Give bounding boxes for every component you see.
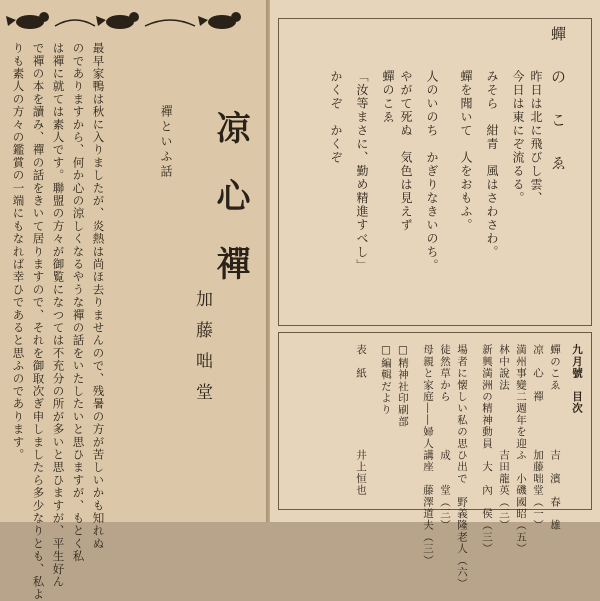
toc-entry: 母親と家庭――婦人講座 藤澤道夫（三） [422, 344, 434, 567]
poem-title: 蟬のこゑ [549, 26, 567, 198]
body-text-line: りも素人の方々の鑑賞の一端にもなれば幸ひであると思ふのであります。 [11, 42, 26, 462]
toc-entry: 徒然草から 成 堂（三） [439, 344, 451, 532]
poem-line: 蟬を聞いて 人をおもふ。 [459, 70, 473, 232]
left-page [0, 0, 268, 601]
toc-entry: 凉 心 禪 加藤咄堂（一） [532, 344, 544, 532]
poem-line: 昨日は北に飛びし雲、 [529, 70, 543, 205]
essay-title: 凉心禪 [210, 110, 250, 314]
toc-entry: 場者に懐しい私の思ひ出で 野義隆老人（六） [456, 344, 468, 590]
poem-line: みそら 紺青 風はさわさわ。 [485, 70, 499, 259]
body-text-line: のでありますから、何か心の涼しくなるやうな禪の話をいたしたいと思ひますが、もとく私 [71, 42, 86, 563]
essay-subtitle: 禪といふ話 [159, 105, 173, 180]
poem-line: 今日は東にぞ流るる。 [511, 70, 525, 205]
bird-border-decoration [0, 4, 268, 38]
toc-title: 九月號 目次 [571, 344, 583, 415]
toc-entry: □編輯だより [380, 344, 392, 416]
body-text-line: は禪に就ては素人です。聯盟の方々が御覧になつては不充分の所が多いと思ひますが、平生好ん [51, 42, 66, 589]
poem-line: 蟬のこゑ [381, 70, 395, 124]
poem-line: かくぞ かくぞ [329, 70, 343, 165]
toc-entry: 新興満洲の精神動員 大 內 侯（三） [481, 344, 493, 555]
poem-line: 「汝等まさに、勤め精進すべし」 [355, 70, 369, 273]
body-text-line: で禪の本を讀み、禪の話をきいて居りますので、それを御取次ぎ申しましたら多少なりとも、私よ [31, 42, 46, 601]
toc-entry: □精神社印刷部 [397, 344, 409, 428]
toc-entry: 満州事變二週年を迎ふ 小磯國昭（五） [515, 344, 527, 555]
toc-entry: 林中說法 吉田龍英（三） [498, 344, 510, 532]
body-text-line: 最早家鴨は秋に入りましたが、炎熱は尚ほ去りませんので、残暑の方が苦しいかも知れぬ [91, 42, 106, 550]
poem-line: やがて死ぬ 気色は見えず [399, 70, 413, 232]
toc-entry: 表 紙 井上恒也 [355, 344, 367, 497]
toc-entry: 蟬のこゑ 吉 濱 春 雄 [549, 344, 561, 532]
poem-line: 人のいのち かぎりなきいのち。 [425, 70, 439, 273]
essay-author: 加藤咄堂 [192, 290, 212, 414]
